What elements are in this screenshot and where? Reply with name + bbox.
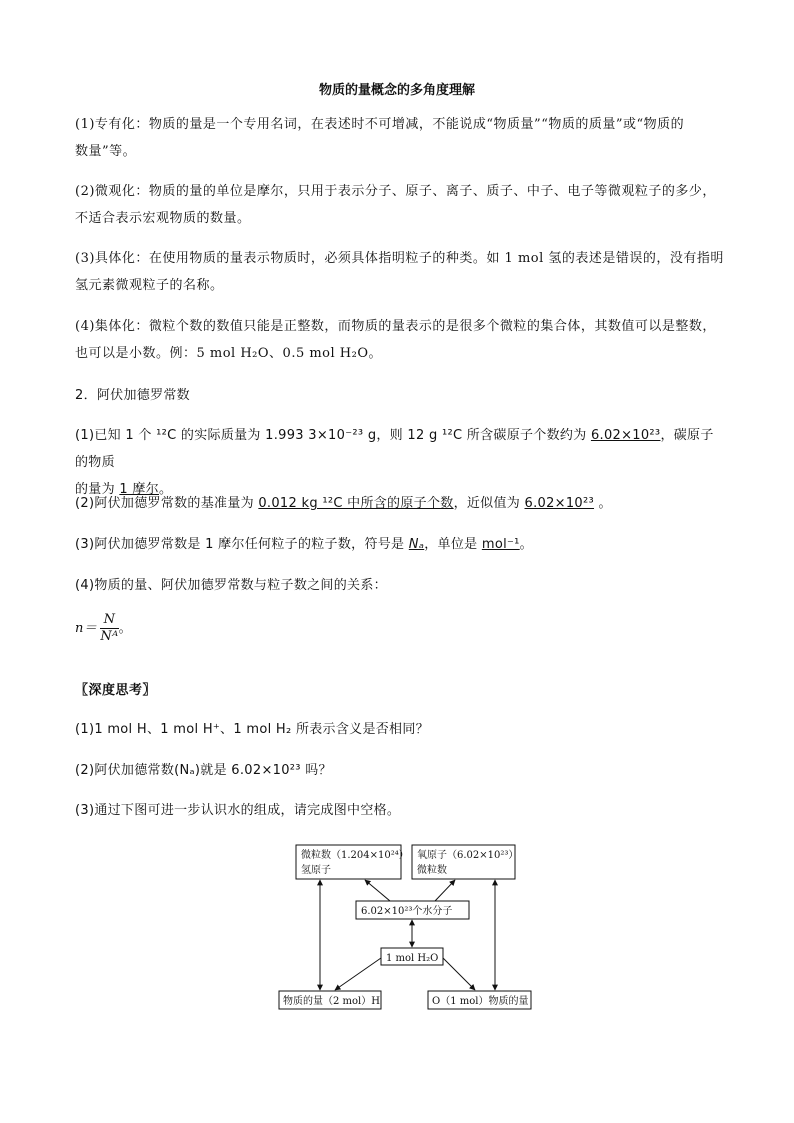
s2p2-answer-2: 6.02×10²³: [524, 496, 595, 511]
formula-fraction: [100, 612, 118, 645]
paragraph-2: [75, 178, 725, 232]
paragraph-3-line1: (3)具体化：在使用物质的量表示物质时，必须具体指明粒子的种类。如 1 mol 氢的表述是错误的，没有指明: [75, 251, 724, 266]
section-2-item-2: [75, 490, 725, 517]
box-oxygen-count-line2: 微粒数: [417, 865, 447, 876]
paragraph-4-line1: (4)集体化：微粒个数的数值只能是正整数，而物质的量表示的是很多个微粒的集合体，其数值可以是整数，: [75, 319, 716, 334]
section-2-item-3: [75, 531, 725, 558]
formula: [75, 612, 725, 645]
s2p2-text-b: ，近似值为: [453, 496, 525, 511]
question-2: (2)阿伏加德常数(Nₐ)就是 6.02×10²³ 吗？: [75, 763, 332, 778]
arrow-molecules-to-oxygen: [435, 880, 455, 901]
box-oxygen-amount-label: O（1 mol）物质的量: [432, 996, 529, 1007]
arrow-water-to-hydrogen-amount: [335, 958, 381, 990]
s2p2-text-c: 。: [594, 496, 612, 511]
paragraph-3: [75, 245, 725, 299]
s2p3-text-c: 。: [519, 537, 533, 552]
box-hydrogen-count-line1: 微粒数（1.204×10²⁴）: [301, 850, 409, 861]
box-oxygen-count-line1: 氧原子（6.02×10²³）: [417, 850, 519, 861]
s2p3-answer-1: Nₐ: [408, 537, 425, 552]
deep-thinking-heading: 〖深度思考〗: [75, 683, 157, 698]
s2p1-text-d: 。: [158, 482, 173, 497]
s2p1-answer-2: 1 摩尔: [119, 482, 159, 497]
s2p2-text-a: (2)阿伏加德罗常数的基准量为: [75, 496, 259, 511]
section-2-item-4: (4)物质的量、阿伏加德罗常数与粒子数之间的关系：: [75, 578, 387, 593]
formula-lhs: n＝: [75, 621, 98, 636]
formula-tail: 。: [118, 621, 133, 636]
paragraph-3-line2: 氢元素微观粒子的名称。: [75, 278, 224, 293]
paragraph-1-line2: 数量”等。: [75, 144, 137, 159]
paragraph-1-line1: (1)专有化：物质的量是一个专用名词，在表述时不可增减，不能说成“物质量”“物质的质量”或“物质的: [75, 117, 685, 132]
question-1: (1)1 mol H、1 mol H⁺、1 mol H₂ 所表示含义是否相同？: [75, 722, 429, 737]
water-composition-diagram: [270, 838, 540, 1013]
section-2-heading: 2．阿伏加德罗常数: [75, 388, 190, 403]
arrow-molecules-to-hydrogen: [365, 880, 390, 901]
paragraph-2-line2: 不适合表示宏观物质的数量。: [75, 211, 251, 226]
formula-numerator: N: [100, 612, 118, 629]
s2p3-text-a: (3)阿伏加德罗常数是 1 摩尔任何粒子的粒子数，符号是: [75, 537, 409, 552]
s2p3-answer-2: mol⁻¹: [481, 537, 520, 552]
paragraph-2-line1: (2)微观化：物质的量的单位是摩尔，只用于表示分子、原子、离子、质子、中子、电子等微观粒子的多少，: [75, 184, 716, 199]
box-one-mol-water-label: 1 mol H₂O: [386, 953, 439, 964]
s2p1-text-b: ，碳原子的物质: [75, 428, 714, 470]
page-title: 物质的量概念的多角度理解: [318, 83, 475, 98]
question-3: (3)通过下图可进一步认识水的组成，请完成图中空格。: [75, 803, 401, 818]
arrow-water-to-oxygen-amount: [443, 958, 475, 990]
paragraph-4: [75, 313, 725, 367]
box-hydrogen-amount-label: 物质的量（2 mol）H: [283, 996, 380, 1007]
box-hydrogen-count-line2: 氢原子: [301, 865, 331, 876]
s2p1-text-c: 的量为: [75, 482, 120, 497]
box-water-molecules-label: 6.02×10²³个水分子: [361, 906, 453, 917]
paragraph-1: [75, 111, 725, 165]
paragraph-4-line2: 也可以是小数。例：5 mol H₂O、0.5 mol H₂O。: [75, 346, 383, 361]
formula-denominator: Nᴬ: [100, 629, 119, 644]
s2p2-answer-1: 0.012 kg ¹²C 中所含的原子个数: [258, 496, 454, 511]
s2p1-text-a: (1)已知 1 个 ¹²C 的实际质量为 1.993 3×10⁻²³ g，则 12 g ¹²C 所含碳原子个数约为: [75, 428, 591, 443]
s2p3-text-b: ，单位是: [424, 537, 482, 552]
s2p1-answer-1: 6.02×10²³: [590, 428, 661, 443]
